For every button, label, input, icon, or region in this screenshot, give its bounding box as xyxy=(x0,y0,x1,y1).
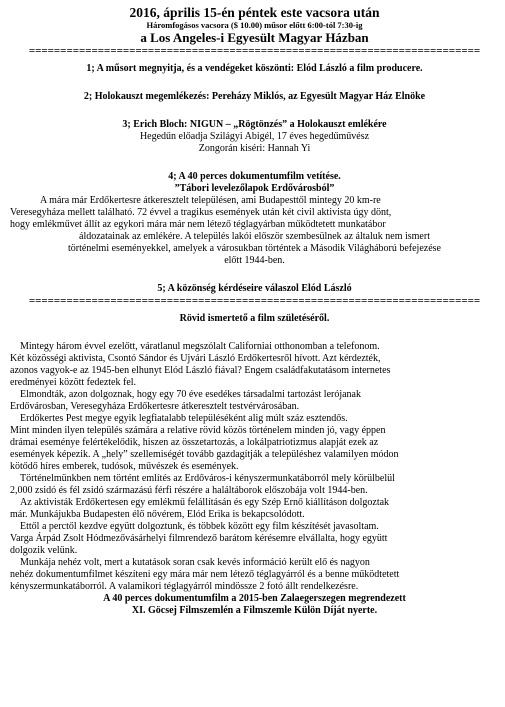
program-item-3-title: 3; Erich Bloch: NIGUN – „Rögtönzés” a Holokauszt emlékére xyxy=(122,119,387,130)
article-line: Mintegy három évvel ezelőtt, váratlanul megszólalt Californiai otthonomban a telefonom. xyxy=(20,341,380,352)
article-line: már. Munkájukba Budapesten élő nővérem, Elód Erika is bekapcsolódott. xyxy=(10,509,305,520)
article-line: kényszermunkatáborról. A valamikori téglagyárról mindössze 2 fotó állt rendelkezésre. xyxy=(10,581,359,592)
divider-bottom: ======================================================================== xyxy=(28,295,481,307)
article-line: Varga Árpád Zsolt Hódmezővásárhelyi filmrendező barátom kérésemre elvállalta, hogy együtt xyxy=(10,533,388,544)
article-line: dolgozik velünk. xyxy=(10,545,78,556)
article-line: Munkája nehéz volt, mert a kutatások soran csak kevés információ került elő és nagyon xyxy=(20,557,370,568)
article-line: Az aktivisták Erdőkertesen egy emlékmű felállításán és egy Szép Ernő kiállításon dolgoztak xyxy=(20,497,390,508)
program-item-3-accompanist: Zongorán kiséri: Hannah Yi xyxy=(198,143,311,154)
article-line: események képezik. A „hely” szellemiségét tovább gazdagítják a településhez valamilyen módon xyxy=(10,449,399,460)
film-description-line: A mára már Erdőkertesre átkeresztelt településen, ami Budapesttől mintegy 20 km-re xyxy=(40,195,381,206)
program-item-4-title: 4; A 40 perces dokumentumfilm vetítése. xyxy=(168,171,341,182)
dinner-note: Háromfogásos vacsora ($ 10.00) műsor előtt 6:00-tól 7:30-ig xyxy=(146,20,363,30)
award-line-2: XI. Göcsej Filmszemlén a Filmszemle Külön Díját nyerte. xyxy=(131,605,378,616)
film-description-line: áldozatainak az emlékére. A település lakói először szembesülnek az általuk nem ismert xyxy=(79,231,430,242)
article-line: Mint minden ilyen település számára a relative rövid közös történelem minden jó, vagy éppen xyxy=(10,425,386,436)
program-item-5: 5; A közönség kérdéseire válaszol Elód László xyxy=(157,283,352,294)
program-item-3-performer: Hegedűn előadja Szilágyi Abigél, 17 éves hegedűművész xyxy=(139,131,370,142)
article-line: Történelmünkben nem történt említés az Erdőváros-i kényszermunkatáborról mely körülbelül xyxy=(20,473,395,484)
article-line: azonos vagyok-e az 1945-ben elhunyt Elód László fiával? Engem családfakutatásom internetes xyxy=(10,365,391,376)
film-description-line: hogy emlékművet állít az egykori mára már nem létező téglagyárban működtetett munkatábor xyxy=(10,219,386,230)
article-line: nehéz dokumentumfilmet készíteni egy mára már nem létező téglagyárról és a benne működtetett xyxy=(10,569,400,580)
film-description-line: történelmi eseményekkel, amelyek a városukban történtek a Második Világháború befejezése xyxy=(68,243,441,254)
article-line: 2,000 zsidó és fél zsidó származású férfi részére a haláltáborok előszobája volt 1944-ben. xyxy=(10,485,368,496)
award-line-1: A 40 perces dokumentumfilm a 2015-ben Zalaegerszegen megrendezett xyxy=(103,593,406,604)
program-item-2: 2; Holokauszt megemlékezés: Pereházy Miklós, az Egyesült Magyar Ház Elnöke xyxy=(83,91,426,102)
venue-heading: a Los Angeles-i Egyesült Magyar Házban xyxy=(140,30,369,45)
film-description-line: Veresegyháza mellett található. 72 évvel a tragikus események után két civil aktivista úgy dönt, xyxy=(10,207,392,218)
article-line: drámai eseménye felértékelődik, hiszen az összetartozás, a lokálpatriotizmus alapját ezek az xyxy=(10,437,379,448)
film-title: ”Tábori levelezőlapok Erdővárosból” xyxy=(174,183,335,194)
article-line: Elmondták, azon dolgoznak, hogy egy 70 éve esedékes társadalmi tartozást lerójanak xyxy=(20,389,361,400)
divider-top: ======================================================================== xyxy=(28,45,481,57)
program-item-1: 1; A műsort megnyitja, és a vendégeket köszönti: Elód László a film producere. xyxy=(86,63,423,74)
article-line: Ettől a perctől kezdve együtt dolgoztunk, és többek között egy film készítését javasoltam. xyxy=(20,521,379,532)
article-line: Erdővárosban, Veresegyháza Erdőkertesre átkeresztelt testvérvárosában. xyxy=(10,401,300,412)
article-line: eredményei között fedeztek fel. xyxy=(10,377,137,388)
section-title: Rövid ismertető a film születéséről. xyxy=(179,313,330,324)
article-line: Erdőkertes Pest megye egyik legfiatalabb településéként alig múlt száz esztendős. xyxy=(20,413,348,424)
film-description-line: előtt 1944-ben. xyxy=(224,255,285,266)
article-line: kötődő híres emberek, tudósok, művészek és események. xyxy=(10,461,239,472)
article-body xyxy=(10,341,499,593)
page-title: 2016, április 15-én péntek este vacsora után xyxy=(129,5,380,20)
article-line: Két közösségi aktivista, Csontó Sándor és Ujvári László Erdőkertesről hívott. Azt kérdezték, xyxy=(10,353,381,364)
